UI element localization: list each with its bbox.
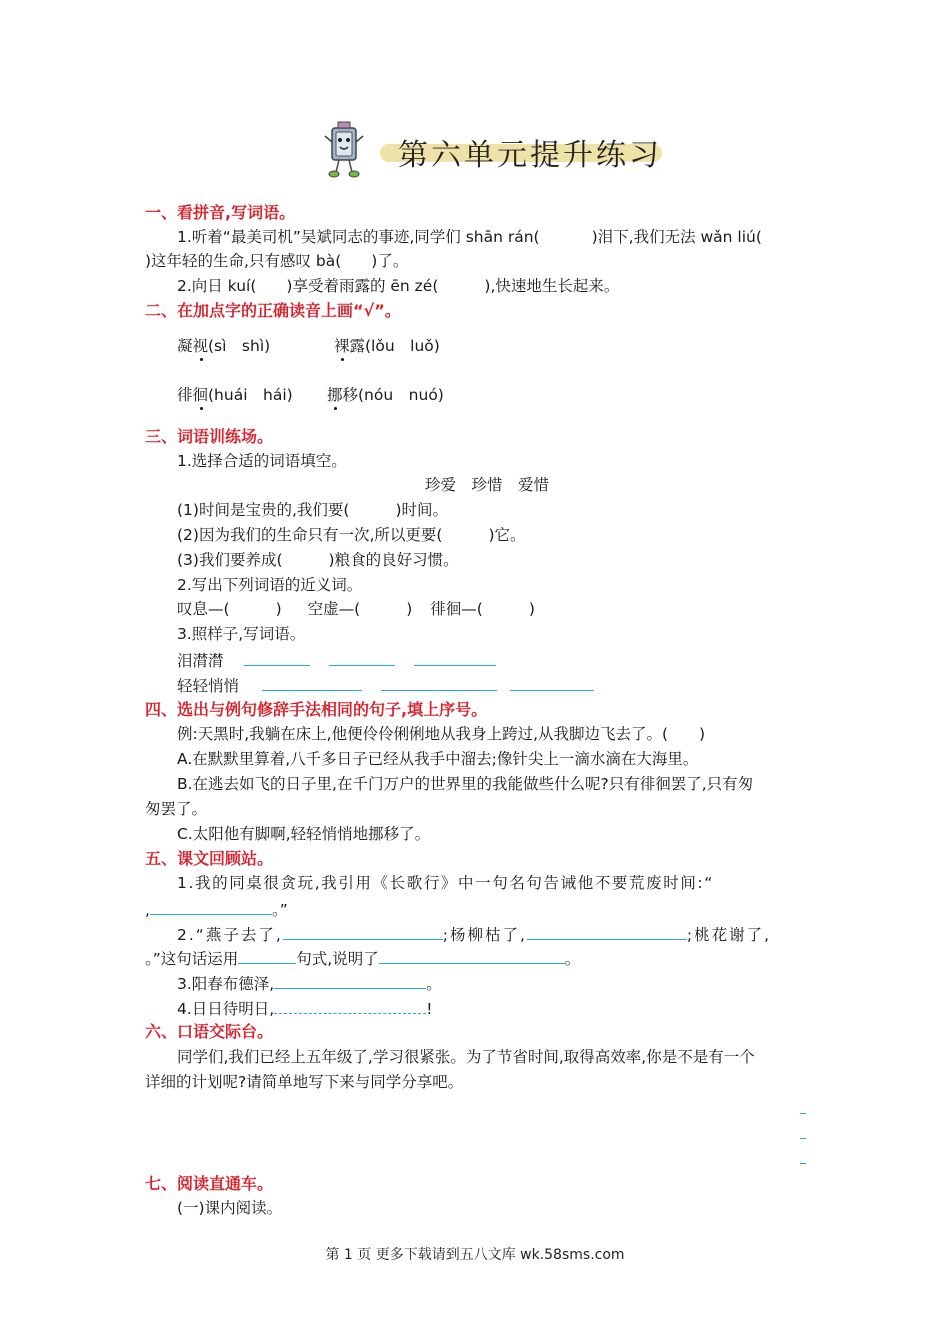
s5-q2: 2.“燕子去了, ;杨柳枯了, ;桃花谢了, [177, 923, 771, 945]
s3-q2: 2.写出下列词语的近义词。 [177, 576, 363, 594]
page-footer: 第 1 页 更多下载请到五八文库 wk.58sms.com [325, 1247, 625, 1263]
answer-blank[interactable] [379, 947, 565, 964]
section-7-heading: 七、阅读直通车。 [145, 1174, 274, 1193]
book-mascot-icon [322, 120, 366, 182]
answer-blank[interactable] [283, 923, 443, 940]
s5-q2-cont: 。”这句话运用 句式,说明了 。 [145, 947, 580, 969]
answer-blank[interactable] [262, 674, 362, 691]
s4-option-c: C.太阳他有脚啊,轻轻悄悄地挪移了。 [177, 825, 431, 843]
s4-option-a: A.在默默里算着,八千多日子已经从我手中溜去;像针尖上一滴水滴在大海里。 [177, 750, 699, 768]
s6-line-2: 详细的计划呢?请简单地写下来与同学分享吧。 [145, 1073, 464, 1091]
s5-q1-cont: , 。” [145, 898, 288, 920]
s2-word-2: 裸露(lǒu luǒ) [334, 336, 440, 356]
s3-options: 珍爱 珍惜 爱惜 [425, 476, 550, 494]
emphasis-dot [341, 358, 344, 361]
answer-blank[interactable] [150, 898, 272, 915]
s3-p2: (2)因为我们的生命只有一次,所以更要( )它。 [177, 526, 526, 544]
s4-option-b: B.在逃去如飞的日子里,在千门万户的世界里的我能做些什么呢?只有徘徊罢了,只有匆 [177, 775, 754, 793]
s2-word-3: 徘徊(huái hái) [177, 385, 293, 405]
s4-option-b-cont: 匆罢了。 [145, 800, 208, 818]
answer-blank[interactable] [414, 649, 496, 666]
s3-q3: 3.照样子,写词语。 [177, 625, 306, 643]
s5-q3: 3.阳春布德泽, 。 [177, 972, 442, 994]
s3-example-1: 泪潸潸 [177, 649, 496, 671]
s1-line-3: 2.向日 kuí( )享受着雨露的 ēn zé( ),快速地生长起来。 [177, 277, 620, 295]
emphasis-dot [200, 358, 203, 361]
answer-line-mark[interactable] [800, 1138, 806, 1139]
s7-sub: (一)课内阅读。 [177, 1199, 283, 1217]
s1-line-1: 1.听着“最美司机”吴斌同志的事迹,同学们 shān rán( )泪下,我们无法 wǎn liú( [177, 228, 762, 246]
answer-blank[interactable] [244, 649, 310, 666]
s5-q1: 1.我的同桌很贪玩,我引用《长歌行》中一句名句告诫他不要荒废时间:“ [177, 874, 714, 892]
answer-blank[interactable] [527, 923, 687, 940]
s4-example: 例:天黑时,我躺在床上,他便伶伶俐俐地从我身上跨过,从我脚边飞去了。( ) [177, 725, 706, 743]
emphasis-dot [200, 407, 203, 410]
s3-example-2: 轻轻悄悄 [177, 674, 594, 696]
page-title: 第六单元提升练习 [398, 138, 662, 173]
section-1-heading: 一、看拼音,写词语。 [145, 203, 296, 222]
s3-synonyms: 叹息—( ) 空虚—( ) 徘徊—( ) [177, 600, 535, 618]
answer-blank[interactable] [274, 972, 426, 989]
s3-p3: (3)我们要养成( )粮食的良好习惯。 [177, 551, 459, 569]
answer-blank[interactable] [381, 674, 497, 691]
answer-blank[interactable] [238, 947, 296, 964]
s3-p1: (1)时间是宝贵的,我们要( )时间。 [177, 501, 448, 519]
s2-word-4: 挪移(nóu nuó) [327, 385, 444, 405]
s1-line-2: )这年轻的生命,只有感叹 bà( )了。 [145, 252, 409, 270]
section-3-heading: 三、词语训练场。 [145, 427, 274, 446]
answer-line-mark[interactable] [800, 1163, 806, 1164]
section-4-heading: 四、选出与例句修辞手法相同的句子,填上序号。 [145, 700, 488, 719]
section-5-heading: 五、课文回顾站。 [145, 849, 274, 868]
s3-q1: 1.选择合适的词语填空。 [177, 452, 347, 470]
s2-word-1: 凝视(sì shì) [177, 336, 270, 356]
answer-blank[interactable] [274, 997, 426, 1014]
answer-line-mark[interactable] [800, 1113, 806, 1114]
title-banner [322, 120, 666, 182]
emphasis-dot [334, 407, 337, 410]
s6-line-1: 同学们,我们已经上五年级了,学习很紧张。为了节省时间,取得高效率,你是不是有一个 [177, 1048, 755, 1066]
s5-q4: 4.日日待明日, ! [177, 997, 432, 1019]
section-2-heading: 二、在加点字的正确读音上画“√”。 [145, 301, 401, 320]
answer-blank[interactable] [510, 674, 594, 691]
section-6-heading: 六、口语交际台。 [145, 1022, 274, 1041]
answer-blank[interactable] [329, 649, 395, 666]
